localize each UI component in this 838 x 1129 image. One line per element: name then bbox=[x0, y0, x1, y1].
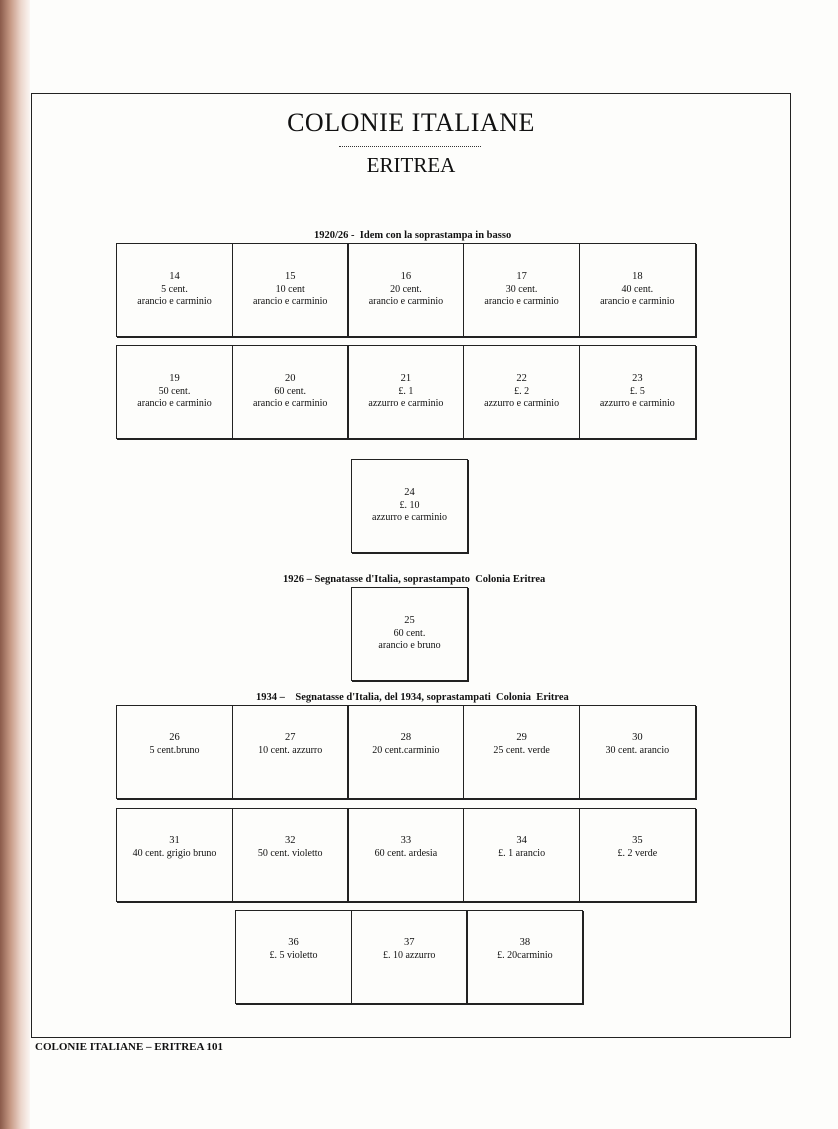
stamp-space bbox=[463, 705, 580, 799]
stamp-value: 40 cent. bbox=[621, 283, 654, 295]
stamp-description: 60 cent. ardesia bbox=[374, 847, 438, 859]
stamp-number: 23 bbox=[632, 373, 643, 384]
stamp-color: arancio e carminio bbox=[600, 296, 675, 307]
stamp-value: 10 cent bbox=[275, 283, 305, 295]
stamp-number: 30 bbox=[632, 732, 643, 743]
stamp-number: 15 bbox=[284, 271, 296, 282]
stamp-row bbox=[116, 808, 696, 902]
stamp-number: 16 bbox=[400, 271, 412, 282]
stamp-value: 20 cent. bbox=[390, 283, 422, 295]
stamp-number: 33 bbox=[400, 835, 412, 846]
stamp-color: azzurro e carminio bbox=[368, 398, 444, 409]
stamp-space bbox=[235, 910, 352, 1004]
section-heading-1920: 1920/26 - Idem con la soprastampa in basso bbox=[314, 230, 512, 241]
stamp-number: 34 bbox=[516, 835, 527, 846]
stamp-space bbox=[351, 910, 468, 1004]
stamp-number: 17 bbox=[516, 271, 527, 282]
stamp-space bbox=[463, 243, 580, 337]
stamp-row bbox=[116, 705, 696, 799]
stamp-description: 25 cent. verde bbox=[493, 744, 550, 756]
stamp-space bbox=[351, 459, 468, 553]
stamp-space bbox=[347, 345, 464, 439]
stamp-space bbox=[579, 345, 696, 439]
stamp-number: 36 bbox=[288, 937, 299, 948]
stamp-space bbox=[116, 808, 233, 902]
stamp-row bbox=[116, 243, 696, 337]
page-subtitle: ERITREA bbox=[366, 153, 456, 177]
page-footer: COLONIE ITALIANE – ERITREA 101 bbox=[35, 1041, 224, 1053]
stamp-space bbox=[232, 243, 349, 337]
stamp-value: 60 cent. bbox=[393, 627, 426, 639]
stamp-description: £. 1 arancio bbox=[498, 847, 546, 859]
stamp-color: azzurro e carminio bbox=[599, 398, 675, 409]
stamp-description: 30 cent. arancio bbox=[605, 744, 670, 756]
stamp-color: azzurro e carminio bbox=[484, 398, 560, 409]
stamp-number: 21 bbox=[400, 373, 412, 384]
stamp-value: £. 1 bbox=[398, 385, 414, 397]
page-title: COLONIE ITALIANE bbox=[287, 108, 535, 137]
stamp-space bbox=[116, 705, 233, 799]
stamp-color: arancio e carminio bbox=[253, 296, 328, 307]
book-spine-shadow bbox=[0, 0, 30, 1129]
stamp-value: £. 2 bbox=[514, 385, 530, 397]
stamp-color: arancio e bruno bbox=[378, 640, 441, 651]
stamp-value: £. 10 bbox=[399, 499, 420, 511]
stamp-space bbox=[347, 243, 464, 337]
title-divider bbox=[339, 146, 481, 147]
stamp-color: arancio e carminio bbox=[368, 296, 444, 307]
stamp-description: 5 cent.bruno bbox=[149, 744, 200, 756]
stamp-space bbox=[116, 345, 233, 439]
stamp-description: 50 cent. violetto bbox=[257, 847, 323, 859]
stamp-description: 40 cent. grigio bruno bbox=[132, 847, 217, 859]
stamp-number: 28 bbox=[400, 732, 412, 743]
stamp-description: £. 20carminio bbox=[497, 949, 553, 961]
stamp-space bbox=[579, 808, 696, 902]
stamp-space bbox=[579, 243, 696, 337]
stamp-number: 14 bbox=[169, 271, 180, 282]
stamp-space bbox=[463, 345, 580, 439]
stamp-description: £. 5 violetto bbox=[269, 949, 318, 961]
stamp-space bbox=[351, 587, 468, 681]
stamp-space bbox=[232, 345, 349, 439]
stamp-space bbox=[347, 808, 464, 902]
stamp-number: 19 bbox=[169, 373, 180, 384]
stamp-space bbox=[116, 243, 233, 337]
stamp-value: £. 5 bbox=[629, 385, 645, 397]
stamp-space bbox=[347, 705, 464, 799]
section-heading-1934: 1934 – Segnatasse d'Italia, del 1934, soprastampati Colonia Eritrea bbox=[256, 692, 569, 703]
stamp-number: 35 bbox=[632, 835, 643, 846]
stamp-number: 25 bbox=[404, 615, 415, 626]
stamp-color: arancio e carminio bbox=[137, 296, 212, 307]
stamp-number: 18 bbox=[632, 271, 643, 282]
stamp-value: 5 cent. bbox=[161, 283, 188, 295]
stamp-value: 60 cent. bbox=[274, 385, 307, 397]
stamp-description: 10 cent. azzurro bbox=[258, 744, 323, 756]
stamp-row bbox=[351, 459, 468, 553]
stamp-space bbox=[232, 705, 349, 799]
stamp-color: arancio e carminio bbox=[137, 398, 212, 409]
section-heading-1926: 1926 – Segnatasse d'Italia, soprastampato Colonia Eritrea bbox=[283, 574, 546, 585]
stamp-space bbox=[232, 808, 349, 902]
stamp-number: 38 bbox=[519, 937, 531, 948]
stamp-space bbox=[579, 705, 696, 799]
stamp-space bbox=[463, 808, 580, 902]
stamp-row bbox=[235, 910, 583, 1004]
stamp-number: 37 bbox=[403, 937, 415, 948]
stamp-value: 50 cent. bbox=[158, 385, 191, 397]
stamp-description: £. 2 verde bbox=[617, 847, 658, 859]
stamp-number: 27 bbox=[284, 732, 296, 743]
stamp-number: 32 bbox=[284, 835, 296, 846]
stamp-color: azzurro e carminio bbox=[372, 512, 447, 523]
stamp-number: 29 bbox=[516, 732, 527, 743]
stamp-space bbox=[466, 910, 583, 1004]
stamp-row bbox=[116, 345, 696, 439]
stamp-description: 20 cent.carminio bbox=[372, 744, 440, 756]
stamp-description: £. 10 azzurro bbox=[382, 949, 436, 961]
stamp-number: 20 bbox=[284, 373, 296, 384]
stamp-color: arancio e carminio bbox=[253, 398, 328, 409]
stamp-value: 30 cent. bbox=[505, 283, 538, 295]
stamp-number: 22 bbox=[516, 373, 527, 384]
stamp-color: arancio e carminio bbox=[484, 296, 559, 307]
stamp-number: 24 bbox=[404, 487, 415, 498]
stamp-number: 31 bbox=[169, 835, 180, 846]
stamp-number: 26 bbox=[169, 732, 180, 743]
stamp-row bbox=[351, 587, 468, 681]
